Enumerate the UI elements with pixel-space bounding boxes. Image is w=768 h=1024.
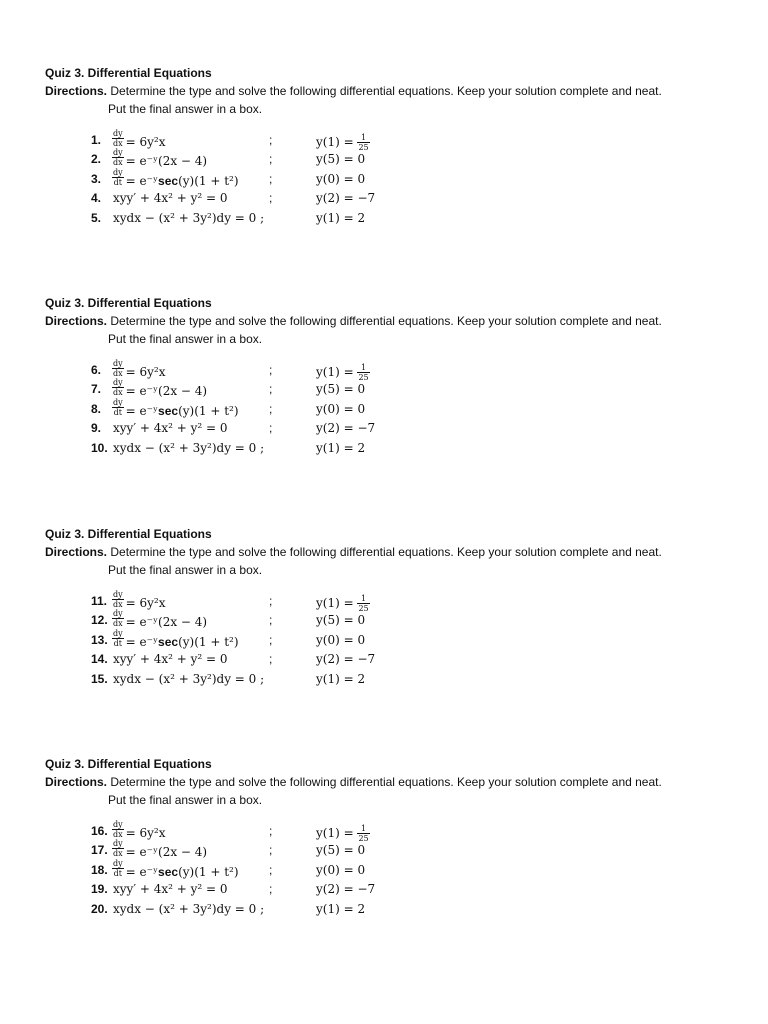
separator-semicolon: ; [269, 882, 273, 897]
problem-number: 8. [91, 401, 102, 416]
problem-list [45, 592, 745, 689]
derivative-fraction [112, 590, 124, 609]
equation-rhs: = 6y²x [125, 365, 166, 379]
problem-number: 2. [91, 152, 102, 167]
problem-number: 4. [91, 191, 102, 206]
equation-rhs: = e⁻ʸ(2x − 4) [125, 615, 208, 630]
directions-label: Directions. [45, 84, 108, 98]
quiz-title: Quiz 3. Differential Equations [45, 296, 212, 310]
problem-row [45, 822, 745, 841]
problem-number: 10. [91, 440, 108, 455]
derivative-fraction [112, 359, 124, 378]
quiz-title: Quiz 3. Differential Equations [45, 66, 212, 80]
equation-rhs: = e⁻ʸsec(y)(1 + t²) [125, 173, 239, 188]
fraction-numerator: dy [113, 167, 123, 177]
initial-condition: y(5) = 0 [316, 843, 366, 858]
separator-semicolon: ; [269, 862, 273, 877]
quiz-section [45, 64, 745, 228]
separator-semicolon: ; [269, 401, 273, 416]
problem-row [45, 670, 745, 689]
equation-rhs: = e⁻ʸsec(y)(1 + t²) [125, 634, 239, 649]
fraction-numerator: 1 [357, 133, 369, 143]
problem-row [45, 592, 745, 611]
problem-equation [113, 421, 228, 435]
initial-condition: y(5) = 0 [316, 152, 366, 167]
problem-number: 5. [91, 210, 102, 225]
initial-condition: y(1) = 2 [316, 901, 366, 916]
problem-number: 9. [91, 421, 102, 436]
fraction-denominator: 25 [358, 143, 369, 152]
equation-text: xyy′ + 4x² + y² = 0 [113, 652, 228, 667]
separator-semicolon: ; [269, 632, 273, 647]
derivative-fraction [112, 378, 124, 397]
problem-row [45, 397, 745, 419]
problem-row [45, 419, 745, 438]
equation-rhs: = e⁻ʸsec(y)(1 + t²) [125, 403, 239, 418]
fraction-numerator: 1 [357, 824, 369, 834]
separator-semicolon: ; [269, 152, 273, 167]
fraction-denominator: dx [113, 619, 123, 629]
problem-row [45, 131, 745, 150]
derivative-fraction [112, 629, 124, 648]
initial-condition: y(5) = 0 [316, 382, 366, 397]
separator-semicolon: ; [269, 191, 273, 206]
initial-condition: y(0) = 0 [316, 632, 366, 647]
problem-row [45, 858, 745, 880]
problem-equation [113, 441, 264, 455]
initial-condition: y(1) = $\frac{1}{25}$ [316, 133, 369, 152]
derivative-fraction [112, 148, 124, 167]
directions-text: Determine the type and solve the following differential equations. Keep your solution complete and neat. [107, 314, 662, 328]
derivative-fraction [112, 168, 124, 187]
problem-row [45, 150, 745, 169]
problem-number: 11. [91, 594, 108, 608]
problem-row [45, 611, 745, 630]
fraction-denominator: 25 [358, 373, 369, 382]
problem-equation [113, 882, 228, 896]
problem-number: 18. [91, 862, 108, 877]
problem-equation [112, 839, 208, 862]
separator-semicolon: ; [269, 421, 273, 436]
separator-semicolon: ; [269, 171, 273, 186]
directions-text: Determine the type and solve the following differential equations. Keep your solution complete and neat. [107, 84, 662, 98]
fraction-numerator: 1 [357, 594, 369, 604]
initial-condition: y(1) = 2 [316, 210, 366, 225]
equation-text: xydx − (x² + 3y²)dy = 0 ; [113, 210, 265, 225]
fraction-numerator: dy [113, 628, 123, 638]
directions-line-2: Put the final answer in a box. [108, 793, 263, 807]
equation-text: xyy′ + 4x² + y² = 0 [113, 191, 228, 206]
equation-rhs: = e⁻ʸ(2x − 4) [125, 845, 208, 860]
problem-row [45, 167, 745, 189]
directions-line [45, 543, 745, 561]
condition-fraction [357, 133, 369, 152]
fraction-numerator: dy [113, 397, 123, 407]
problem-list [45, 131, 745, 228]
problem-number: 6. [91, 363, 102, 377]
initial-condition: y(2) = −7 [316, 191, 376, 206]
equation-rhs: = 6y²x [125, 596, 166, 610]
problem-row [45, 380, 745, 399]
fraction-numerator: dy [113, 129, 123, 138]
problem-equation [112, 148, 208, 171]
separator-semicolon: ; [269, 133, 273, 147]
separator-semicolon: ; [269, 652, 273, 667]
fraction-denominator: dt [113, 177, 122, 187]
directions-label: Directions. [45, 775, 108, 789]
equation-text: xydx − (x² + 3y²)dy = 0 ; [113, 901, 265, 916]
initial-condition: y(1) = $\frac{1}{25}$ [316, 824, 369, 843]
directions-label: Directions. [45, 314, 108, 328]
problem-row [45, 900, 745, 919]
initial-condition: y(2) = −7 [316, 652, 376, 667]
problem-number: 7. [91, 382, 102, 397]
problem-equation [112, 858, 239, 882]
equation-rhs: = 6y²x [125, 135, 166, 149]
initial-condition: y(5) = 0 [316, 613, 366, 628]
problem-row [45, 650, 745, 669]
problem-row [45, 361, 745, 380]
problem-row [45, 209, 745, 228]
fraction-denominator: 25 [358, 834, 369, 843]
condition-fraction [357, 363, 369, 382]
initial-condition: y(2) = −7 [316, 882, 376, 897]
initial-condition: y(2) = −7 [316, 421, 376, 436]
condition-fraction [357, 824, 369, 843]
problem-equation [113, 191, 228, 205]
separator-semicolon: ; [269, 363, 273, 377]
derivative-fraction [112, 859, 124, 878]
problem-number: 19. [91, 882, 108, 897]
equation-text: xydx − (x² + 3y²)dy = 0 ; [113, 440, 265, 455]
quiz-section [45, 525, 745, 689]
separator-semicolon: ; [269, 843, 273, 858]
initial-condition: y(0) = 0 [316, 862, 366, 877]
problem-equation [113, 211, 264, 225]
fraction-denominator: dx [113, 388, 123, 398]
derivative-fraction [112, 820, 124, 839]
derivative-fraction [112, 839, 124, 858]
fraction-numerator: dy [113, 609, 123, 619]
problem-equation [112, 167, 239, 191]
problem-equation [113, 652, 228, 666]
problem-row [45, 628, 745, 650]
fraction-denominator: dx [113, 830, 123, 839]
fraction-denominator: dt [113, 638, 122, 648]
initial-condition: y(0) = 0 [316, 401, 366, 416]
quiz-section [45, 294, 745, 458]
quiz-title: Quiz 3. Differential Equations [45, 527, 212, 541]
initial-condition: y(1) = 2 [316, 671, 366, 686]
equation-text: xyy′ + 4x² + y² = 0 [113, 421, 228, 436]
fraction-numerator: 1 [357, 363, 369, 373]
problem-equation [112, 397, 239, 421]
separator-semicolon: ; [269, 613, 273, 628]
initial-condition: y(0) = 0 [316, 171, 366, 186]
problem-number: 1. [91, 133, 102, 147]
directions-text: Determine the type and solve the following differential equations. Keep your solution complete and neat. [107, 775, 662, 789]
directions-line-2: Put the final answer in a box. [108, 563, 263, 577]
fraction-numerator: dy [113, 839, 123, 849]
separator-semicolon: ; [269, 382, 273, 397]
fraction-numerator: dy [113, 858, 123, 868]
problem-number: 15. [91, 671, 108, 686]
fraction-numerator: dy [113, 820, 123, 829]
problem-number: 3. [91, 171, 102, 186]
fraction-numerator: dy [113, 590, 123, 599]
problem-equation [112, 628, 239, 652]
initial-condition: y(1) = $\frac{1}{25}$ [316, 363, 369, 382]
fraction-denominator: dt [113, 407, 122, 417]
problem-equation [113, 672, 264, 686]
problem-list [45, 822, 745, 919]
problem-row [45, 439, 745, 458]
problem-number: 20. [91, 901, 108, 916]
equation-text: xyy′ + 4x² + y² = 0 [113, 882, 228, 897]
fraction-denominator: dx [113, 158, 123, 168]
quiz-section [45, 755, 745, 919]
condition-fraction [357, 594, 369, 613]
problem-row [45, 189, 745, 208]
problem-list [45, 361, 745, 458]
fraction-numerator: dy [113, 378, 123, 388]
problem-row [45, 841, 745, 860]
derivative-fraction [112, 609, 124, 628]
problem-number: 16. [91, 824, 108, 838]
separator-semicolon: ; [269, 824, 273, 838]
equation-rhs: = e⁻ʸ(2x − 4) [125, 384, 208, 399]
quiz-title: Quiz 3. Differential Equations [45, 757, 212, 771]
equation-rhs: = 6y²x [125, 826, 166, 840]
initial-condition: y(1) = 2 [316, 440, 366, 455]
fraction-numerator: dy [113, 359, 123, 368]
equation-rhs: = e⁻ʸsec(y)(1 + t²) [125, 864, 239, 879]
derivative-fraction [112, 398, 124, 417]
directions-line [45, 82, 745, 100]
problem-number: 17. [91, 843, 108, 858]
problem-equation [112, 609, 208, 632]
equation-rhs: = e⁻ʸ(2x − 4) [125, 154, 208, 169]
directions-text: Determine the type and solve the following differential equations. Keep your solution complete and neat. [107, 545, 662, 559]
initial-condition: y(1) = $\frac{1}{25}$ [316, 594, 369, 613]
fraction-numerator: dy [113, 148, 123, 158]
problem-equation [113, 902, 264, 916]
equation-text: xydx − (x² + 3y²)dy = 0 ; [113, 671, 265, 686]
separator-semicolon: ; [269, 594, 273, 608]
directions-line-2: Put the final answer in a box. [108, 332, 263, 346]
fraction-denominator: dx [113, 139, 123, 148]
fraction-denominator: dx [113, 849, 123, 859]
problem-row [45, 880, 745, 899]
problem-equation [112, 378, 208, 401]
directions-line-2: Put the final answer in a box. [108, 102, 263, 116]
fraction-denominator: 25 [358, 604, 369, 613]
directions-line [45, 773, 745, 791]
problem-number: 12. [91, 613, 108, 628]
fraction-denominator: dx [113, 369, 123, 378]
problem-number: 14. [91, 652, 108, 667]
fraction-denominator: dt [113, 868, 122, 878]
derivative-fraction [112, 129, 124, 148]
problem-number: 13. [91, 632, 108, 647]
directions-line [45, 312, 745, 330]
directions-label: Directions. [45, 545, 108, 559]
fraction-denominator: dx [113, 600, 123, 609]
